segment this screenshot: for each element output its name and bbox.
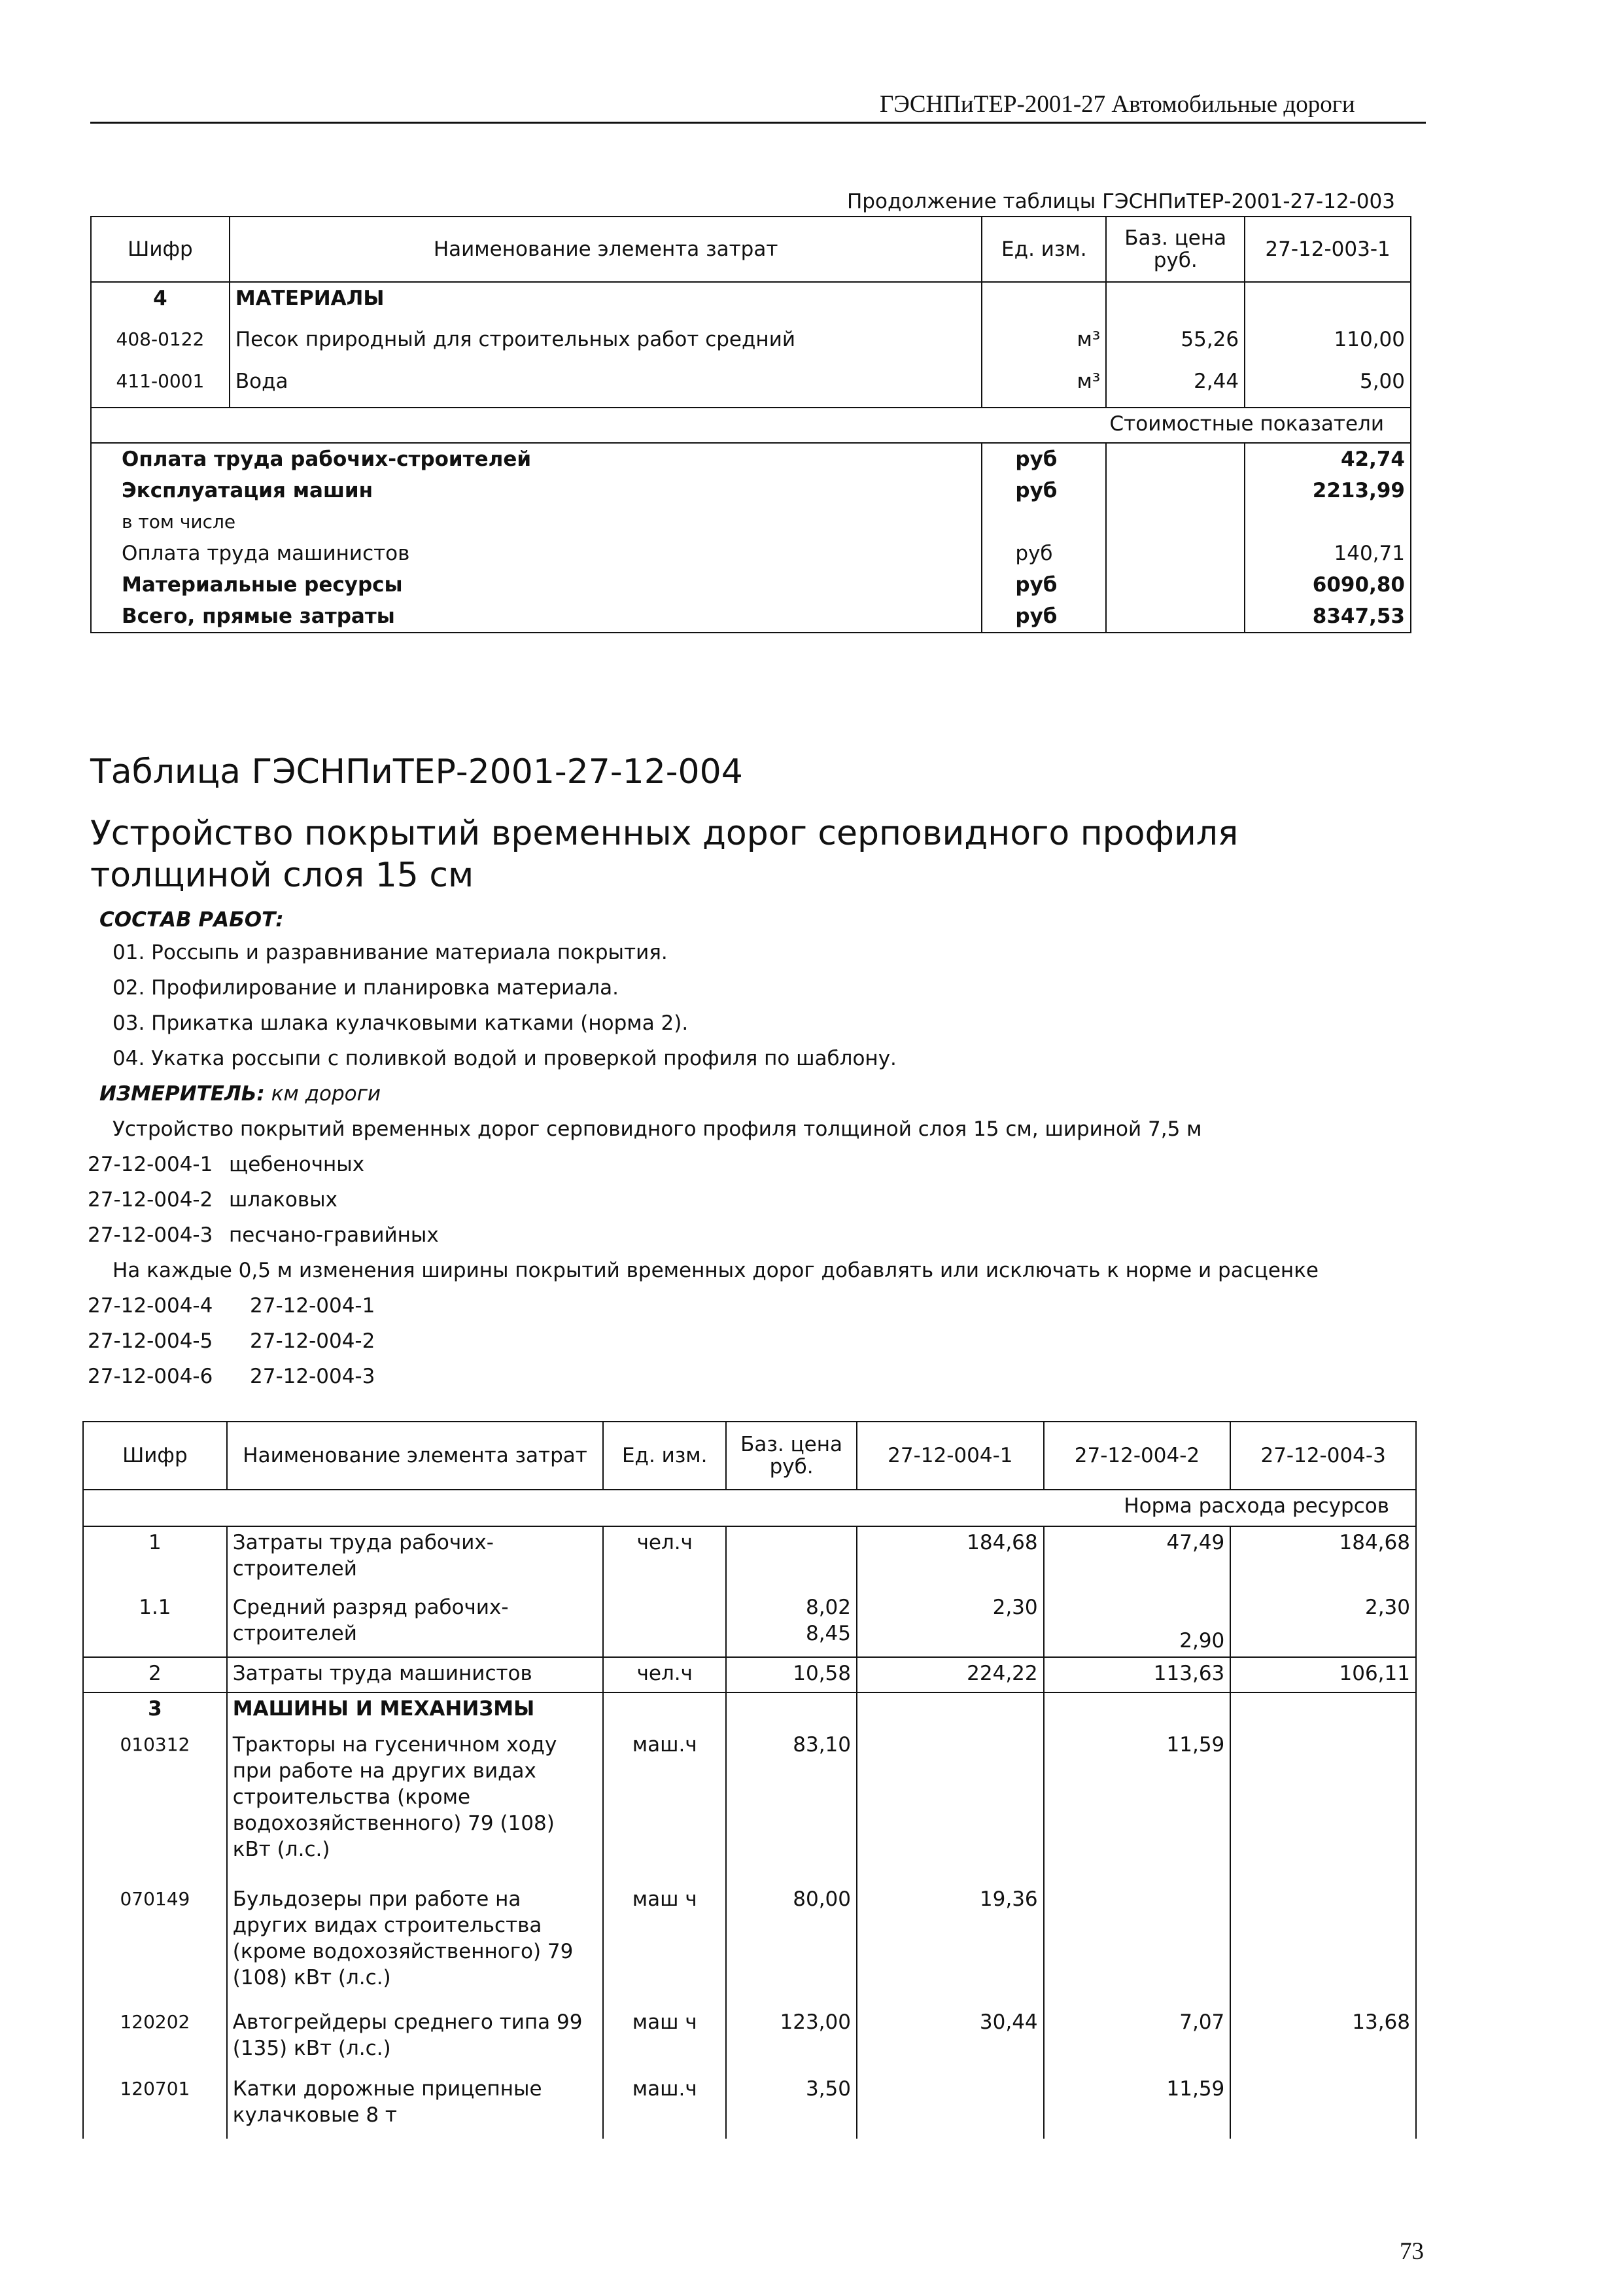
row-price: 80,00 xyxy=(726,1883,857,2006)
row-value: 110,00 xyxy=(1245,324,1411,366)
table-row xyxy=(83,1526,1416,1592)
sostav-label: СОСТАВ РАБОТ: xyxy=(99,908,284,932)
section-row xyxy=(83,1692,1416,1729)
cost-unit: руб xyxy=(982,569,1106,601)
header-price: Баз. цена руб. xyxy=(1106,217,1245,282)
row-value-2 xyxy=(1044,1883,1231,2006)
header-code: Шифр xyxy=(83,1422,227,1490)
row-unit: маш.ч xyxy=(603,2073,726,2139)
table-row xyxy=(83,1657,1416,1692)
cost-label: Всего, прямые затраты xyxy=(91,601,982,633)
row-value-1: 19,36 xyxy=(857,1883,1044,2006)
row-value-3 xyxy=(1230,1729,1416,1883)
row-value-2: 47,49 xyxy=(1044,1526,1231,1592)
header-name: Наименование элемента затрат xyxy=(230,217,982,282)
row-unit: чел.ч xyxy=(603,1657,726,1692)
table-row xyxy=(91,324,1411,366)
cost-row xyxy=(91,569,1411,601)
table-row xyxy=(83,1729,1416,1883)
row-name: Бульдозеры при работе на других видах строительства (кроме водохозяйственного) 79 (108) кВт (л.с.) xyxy=(227,1883,604,2006)
row-value-1: 30,44 xyxy=(857,2006,1044,2073)
row-value-3: 2,30 xyxy=(1230,1592,1416,1657)
work-item: 03. Прикатка шлака кулачковыми катками (норма 2). xyxy=(112,1011,689,1035)
row-value-2: 11,59 xyxy=(1044,2073,1231,2139)
table-row xyxy=(83,1592,1416,1657)
item-code: 27-12-004-3 xyxy=(88,1223,213,1247)
table-row xyxy=(91,366,1411,408)
row-value-3: 106,11 xyxy=(1230,1657,1416,1692)
row-code: 070149 xyxy=(83,1883,227,2006)
row-price xyxy=(726,1592,857,1657)
row-code: 408-0122 xyxy=(91,324,230,366)
row-value-3 xyxy=(1230,2073,1416,2139)
item-text: 27-12-004-2 xyxy=(250,1329,375,1353)
row-code: 2 xyxy=(83,1657,227,1692)
row-unit: м³ xyxy=(982,366,1106,408)
cost-title-row xyxy=(91,408,1411,443)
table-row xyxy=(83,2006,1416,2073)
item-text: песчано-гравийных xyxy=(229,1223,439,1247)
row-code: 1 xyxy=(83,1526,227,1592)
row-value-1 xyxy=(857,1729,1044,1883)
row-value-2: 11,59 xyxy=(1044,1729,1231,1883)
row-code: 010312 xyxy=(83,1729,227,1883)
section-title: МАТЕРИАЛЫ xyxy=(230,282,982,324)
resource-table-004 xyxy=(82,1421,1417,2139)
header-rule xyxy=(90,122,1426,124)
work-title: Устройство покрытий временных дорог серповидного профиля толщиной слоя 15 см xyxy=(90,814,1239,895)
row-unit: маш.ч xyxy=(603,1729,726,1883)
item-code: 27-12-004-6 xyxy=(88,1365,213,1388)
row-value-1: 2,30 xyxy=(857,1592,1044,1657)
item-text: 27-12-004-1 xyxy=(250,1294,375,1318)
cost-label: в том числе xyxy=(91,506,982,538)
norm-title: Норма расхода ресурсов xyxy=(83,1490,1416,1526)
row-name: Катки дорожные прицепные кулачковые 8 т xyxy=(227,2073,604,2139)
header-price: Баз. цена руб. xyxy=(726,1422,857,1490)
row-value-3: 184,68 xyxy=(1230,1526,1416,1592)
row-price: 2,44 xyxy=(1106,366,1245,408)
cost-row xyxy=(91,443,1411,475)
cost-unit: руб xyxy=(982,443,1106,475)
row-value-1 xyxy=(857,2073,1044,2139)
resource-table-003 xyxy=(90,216,1411,633)
cost-title: Стоимостные показатели xyxy=(91,408,1411,443)
row-price: 10,58 xyxy=(726,1657,857,1692)
cost-value: 8347,53 xyxy=(1245,601,1411,633)
row-unit: м³ xyxy=(982,324,1106,366)
work-item: 04. Укатка россыпи с поливкой водой и проверкой профиля по шаблону. xyxy=(112,1047,897,1070)
row-value-3 xyxy=(1230,1883,1416,2006)
cost-label: Оплата труда машинистов xyxy=(91,538,982,569)
row-value-2: 7,07 xyxy=(1044,2006,1231,2073)
row-code: 1.1 xyxy=(83,1592,227,1657)
table-header-row xyxy=(83,1422,1416,1490)
header-norm-code: 27-12-003-1 xyxy=(1245,217,1411,282)
item-code: 27-12-004-4 xyxy=(88,1294,213,1318)
item-code: 27-12-004-1 xyxy=(88,1153,213,1176)
row-value-3: 13,68 xyxy=(1230,2006,1416,2073)
row-price: 55,26 xyxy=(1106,324,1245,366)
table-header-row xyxy=(91,217,1411,282)
measure-label: ИЗМЕРИТЕЛЬ: xyxy=(99,1082,265,1106)
row-name: Средний разряд рабочих-строителей xyxy=(227,1592,604,1657)
cost-row xyxy=(91,475,1411,506)
norm-title-row xyxy=(83,1490,1416,1526)
price-line: 8,02 xyxy=(805,1596,851,1619)
work-item: 01. Россыпь и разравнивание материала покрытия. xyxy=(112,941,668,964)
row-value: 5,00 xyxy=(1245,366,1411,408)
cost-value: 140,71 xyxy=(1245,538,1411,569)
page-number: 73 xyxy=(1400,2238,1424,2265)
item-code: 27-12-004-5 xyxy=(88,1329,213,1353)
cost-row xyxy=(91,538,1411,569)
section-number: 3 xyxy=(83,1692,227,1729)
price-line: 8,45 xyxy=(805,1622,851,1645)
measure-value: км дороги xyxy=(271,1082,381,1106)
measure-line xyxy=(99,1081,381,1107)
row-name: Автогрейдеры среднего типа 99 (135) кВт (л.с.) xyxy=(227,2006,604,2073)
row-code: 120701 xyxy=(83,2073,227,2139)
row-unit: маш ч xyxy=(603,2006,726,2073)
section-row xyxy=(91,282,1411,324)
item-code: 27-12-004-2 xyxy=(88,1188,213,1212)
row-unit: маш ч xyxy=(603,1883,726,2006)
item-text: шлаковых xyxy=(229,1188,337,1212)
row-code: 120202 xyxy=(83,2006,227,2073)
header-norm-code: 27-12-004-2 xyxy=(1044,1422,1231,1490)
row-name: Вода xyxy=(230,366,982,408)
cost-unit: руб xyxy=(982,601,1106,633)
row-price: 3,50 xyxy=(726,2073,857,2139)
section-number: 4 xyxy=(91,282,230,324)
row-name: Песок природный для строительных работ средний xyxy=(230,324,982,366)
row-name: Затраты труда рабочих-строителей xyxy=(227,1526,604,1592)
cost-unit: руб xyxy=(982,538,1106,569)
row-unit xyxy=(603,1592,726,1657)
cost-row xyxy=(91,601,1411,633)
cost-row xyxy=(91,506,1411,538)
cost-unit: руб xyxy=(982,475,1106,506)
row-unit: чел.ч xyxy=(603,1526,726,1592)
row-value-1: 224,22 xyxy=(857,1657,1044,1692)
row-name: Тракторы на гусеничном ходу при работе на других видах строительства (кроме водохозяйственного) 79 (108) кВт (л.с.) xyxy=(227,1729,604,1883)
cost-value: 42,74 xyxy=(1245,443,1411,475)
table-row xyxy=(83,2073,1416,2139)
row-name: Затраты труда машинистов xyxy=(227,1657,604,1692)
row-price: 83,10 xyxy=(726,1729,857,1883)
cost-label: Оплата труда рабочих-строителей xyxy=(91,443,982,475)
header-norm-code: 27-12-004-1 xyxy=(857,1422,1044,1490)
row-price: 123,00 xyxy=(726,2006,857,2073)
header-unit: Ед. изм. xyxy=(603,1422,726,1490)
description-line: На каждые 0,5 м изменения ширины покрытий временных дорог добавлять или исключать к норме и расценке xyxy=(112,1259,1319,1282)
work-item: 02. Профилирование и планировка материала. xyxy=(112,976,619,1000)
item-text: 27-12-004-3 xyxy=(250,1365,375,1388)
row-price xyxy=(726,1526,857,1592)
table-title: Таблица ГЭСНПиТЕР-2001-27-12-004 xyxy=(90,752,743,792)
cost-label: Материальные ресурсы xyxy=(91,569,982,601)
row-value-2: 113,63 xyxy=(1044,1657,1231,1692)
table-row xyxy=(83,1883,1416,2006)
cost-value: 6090,80 xyxy=(1245,569,1411,601)
row-code: 411-0001 xyxy=(91,366,230,408)
cost-value: 2213,99 xyxy=(1245,475,1411,506)
section-title: МАШИНЫ И МЕХАНИЗМЫ xyxy=(227,1692,604,1729)
header-norm-code: 27-12-004-3 xyxy=(1230,1422,1416,1490)
header-code: Шифр xyxy=(91,217,230,282)
row-value-2: 2,90 xyxy=(1044,1592,1231,1657)
description-line: Устройство покрытий временных дорог серповидного профиля толщиной слоя 15 см, шириной 7,5 м xyxy=(112,1117,1202,1141)
cost-label: Эксплуатация машин xyxy=(91,475,982,506)
running-head: ГЭСНПиТЕР-2001-27 Автомобильные дороги xyxy=(880,91,1355,118)
header-unit: Ед. изм. xyxy=(982,217,1106,282)
row-value-1: 184,68 xyxy=(857,1526,1044,1592)
item-text: щебеночных xyxy=(229,1153,365,1176)
header-name: Наименование элемента затрат xyxy=(227,1422,604,1490)
table-continuation-caption: Продолжение таблицы ГЭСНПиТЕР-2001-27-12-003 xyxy=(847,190,1395,213)
